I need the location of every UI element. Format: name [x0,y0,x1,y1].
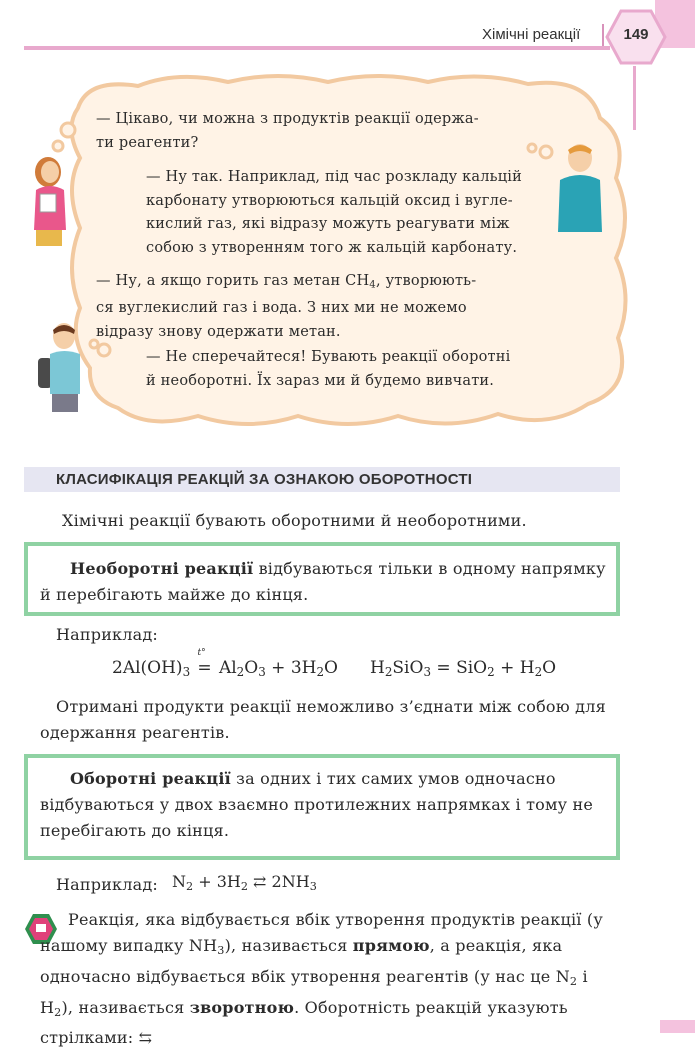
dialogue-line-2: — Ну так. Наприклад, під час розкладу кальцій карбонату утворюються кальцій оксид і вугле- кислий газ, які відразу можуть реагувати між собою з утворенням того ж кальцій карбонату. [146,169,522,256]
boy-character-illustration [550,140,610,232]
corner-band-bottom [660,1020,695,1033]
dialogue-line-3: — Ну, а якщо горить газ метан $CH_4$, утворюють- ся вуглекислий газ і вода. З них ми не можемо відразу знову одержати метан. [96,273,477,340]
header-divider [602,24,604,46]
reversible-arrow-icon: ⇆ [138,1028,153,1048]
equation-aluminium-hydroxide: $2Al(OH)_3$ = t° $Al_2O_3 + 3H_2O$ [112,648,338,679]
dialogue-line-4: — Не сперечайтеся! Бувають реакції оборотні й необоротні. Їх зараз ми й будемо вивчати. [146,349,511,389]
header-rule [24,46,610,50]
student-character-illustration [34,320,88,412]
girl-character-illustration [26,152,74,248]
example-label-2: Наприклад: [56,875,159,894]
equation-ammonia: $N_2 + 3H_2$ ⇄ $2NH_3$ [172,872,317,893]
direction-paragraph: Реакція, яка відбувається вбік утворення продуктів реакції (у нашому випадку $NH_3$), називається прямою, а реакція, яка одночасно відбувається вбік утворення реагентів (у нас це $N_2$ і $H_2$), називається зворотною. Оборотність реакцій указують стрілками: ⇆ [40,910,603,1048]
dialogue-line-1: — Цікаво, чи можна з продуктів реакції одержа- ти реагенти? [96,111,479,151]
irreversible-definition: Необоротні реакції відбуваються тільки в одному напрямку й перебігають майже до кінця. [40,559,606,604]
reversible-definition: Оборотні реакції за одних і тих самих умов одночасно відбуваються у двох взаємно протилежних напрямках і тому не перебігають до кінця. [40,769,594,840]
intro-text: Хімічні реакції бувають оборотними й необоротними. [62,511,527,530]
equation-silicic-acid: $H_2SiO_3 = SiO_2 + H_2O$ [370,658,557,679]
section-heading: КЛАСИФІКАЦІЯ РЕАКЦІЙ ЗА ОЗНАКОЮ ОБОРОТНОСТІ [56,471,473,488]
products-note: Отримані продукти реакції неможливо з’єднати між собою для одержання реагентів. [40,697,606,742]
chapter-title: Хімічні реакції [482,26,581,43]
page-number: 149 [623,26,649,43]
example-label: Наприклад: [56,625,159,644]
